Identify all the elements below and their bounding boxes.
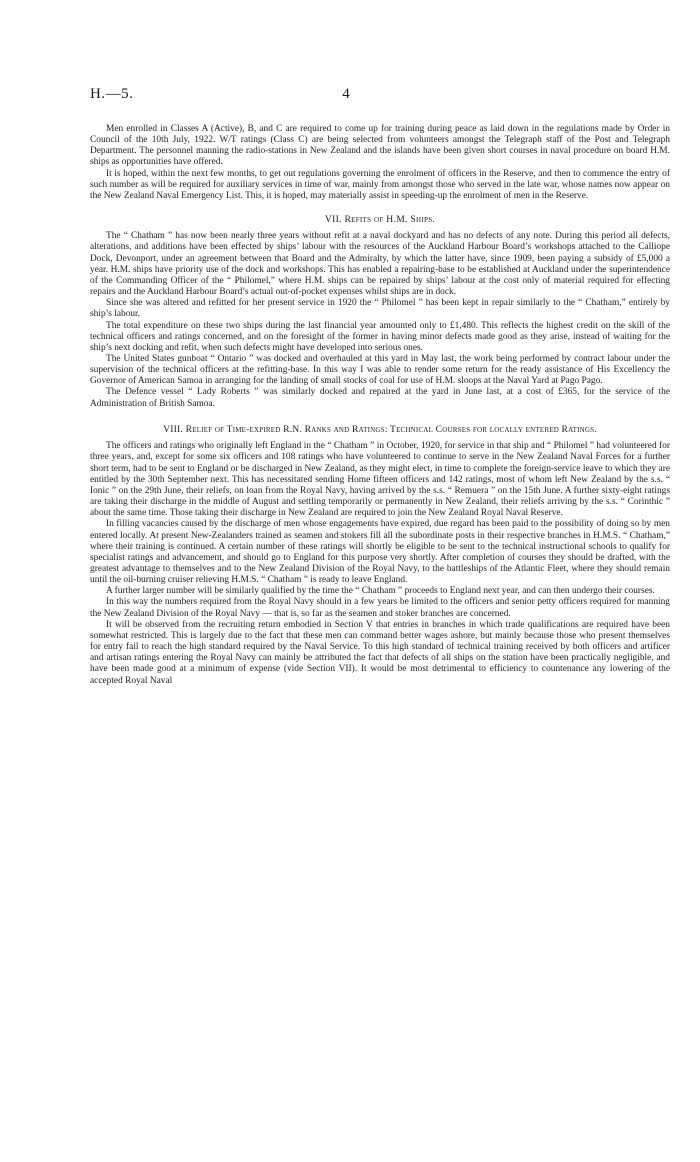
paragraph: Men enrolled in Classes A (Active), B, and C are required to come up for training during peace as laid down in the regulations made by Order in Council of the 10th July, 1922. W/T ratings (Class C) are being selected from volunteers amongst the Telegraph staff of the Post and Telegraph Department. The personnel manning the radio-stations in New Zealand and the islands have been given short courses in naval procedure on board H.M. ships as opportunities have offered. bbox=[90, 124, 670, 168]
paragraph: It is hoped, within the next few months, to get out regulations governing the enrolment of officers in the Reserve, and then to commence the entry of such number as will be required for auxiliary services in time of war, mainly from amongst those who served in the late war, whose names now appear on the New Zealand Naval Emergency List. This, it is hoped, may materially assist in speeding-up the enrolment of men in the Reserve. bbox=[90, 168, 670, 201]
section-heading: VII. Refits of H.M. Ships. bbox=[324, 214, 436, 226]
document-reference: H.—5. bbox=[90, 86, 134, 102]
paragraph: Since she was altered and refitted for her present service in 1920 the “ Philomel ” has been kept in repair similarly to the “ Chatham,” entirely by ship’s labour. bbox=[90, 298, 670, 320]
paragraph: In filling vacancies caused by the discharge of men whose engagements have expired, due regard has been paid to the possibility of doing so by men entered locally. At present New-Zealanders trained as seamen and stokers fill all the subordinate posts in their respective branches in H.M.S. “ Chatham,” where their training is continued. A certain number of these ratings will shortly be eligible to be sent to the technical instructional schools to qualify for specialist ratings and advancement, and should go to England for this purpose very shortly. After completion of courses they should be drafted, with the greatest advantage to themselves and to the New Zealand Division of the Royal Navy, to the battleships of the Atlantic Fleet, where they should remain until the oil-burning cruiser relieving H.M.S. “ Chatham ” is ready to leave England. bbox=[90, 519, 670, 586]
section-heading: VIII. Relief of Time-expired R.N. Ranks and Ratings: Technical Courses for locally entered Ratings. bbox=[163, 423, 597, 435]
page-header bbox=[90, 86, 602, 106]
paragraph: The “ Chatham ” has now been nearly three years without refit at a naval dockyard and has no defects of any note. During this period all defects, alterations, and additions have been effected by ships’ labour with the resources of the Auckland Harbour Board’s workshops attached to the Calliope Dock, Devonport, under an agreement between that Board and the Admiralty, by which the latter have, since 1909, been paying a subsidy of £5,000 a year. H.M. ships have priority use of the dock and workshops. This has enabled a repairing-base to be established at Auckland under the superintendence of the Commanding Officer of the “ Philomel,” where H.M. ships can be repaired by ships’ labour at the cost only of material required for effecting repairs and the Auckland Harbour Board’s actual out-of-pocket expenses whilst ships are in dock. bbox=[90, 231, 670, 298]
paragraph: It will be observed from the recruiting return embodied in Section V that entries in branches in which trade qualifications are required have been somewhat restricted. This is largely due to the fact that these men can command better wages ashore, but mainly because those who present themselves for entry fail to reach the high standard required by the Naval Service. To this high standard of technical training received by both officers and artificer and artisan ratings entering the Royal Navy can mainly be attributed the fact that defects of all ships on the station have been practically negligible, and have been made good at a minimum of expense (vide Section VII). It would be most detrimental to efficiency to countenance any lowering of the accepted Royal Naval bbox=[90, 619, 670, 686]
page-number: 4 bbox=[342, 86, 350, 102]
paragraph: The officers and ratings who originally left England in the “ Chatham ” in October, 1920, for service in that ship and “ Philomel ” had volunteered for three years, and, except for some six officers and 108 ratings who have volunteered to continue to serve in the New Zealand Naval Forces for a further short term, had to be sent to England or be discharged in New Zealand, as they might elect, in time to complete the foreign-service leave to which they are entitled by the 30th September next. This has necessitated sending Home fifteen officers and 142 ratings, most of whom left New Zealand by the s.s. “ Ionic ” on the 29th June, their reliefs, on loan from the Royal Navy, having arrived by the s.s. “ Remuera ” on the 15th June. A further sixty-eight ratings are taking their discharge in the middle of August and settling temporarily or permanently in New Zealand, their reliefs arriving by the s.s. “ Corinthic ” about the same time. Those taking their discharge in New Zealand are required to join the New Zealand Royal Naval Reserve. bbox=[90, 441, 670, 519]
paragraph: The Defence vessel “ Lady Roberts ” was similarly docked and repaired at the yard in June last, at a cost of £365, for the service of the Administration of British Samoa. bbox=[90, 387, 670, 409]
paragraph: The United States gunboat “ Ontario ” was docked and overhauled at this yard in May last, the work being performed by contract labour under the supervision of the technical officers at the refitting-base. In this way I was able to render some return for the ready assistance of His Excellency the Governor of American Samoa in arranging for the landing of small stocks of coal for use of H.M. sloops at the Naval Yard at Pago Pago. bbox=[90, 353, 670, 387]
paragraph: A further larger number will be similarly qualified by the time the “ Chatham ” proceeds to England next year, and can then undergo their courses. bbox=[106, 586, 655, 597]
paragraph: In this way the numbers required from the Royal Navy should in a few years be limited to the officers and senior petty officers required for manning the New Zealand Division of the Royal Navy — that is, so far as the seamen and stoker branches are concerned. bbox=[90, 597, 670, 619]
document-body bbox=[90, 124, 670, 687]
paragraph: The total expenditure on these two ships during the last financial year amounted only to £1,480. This reflects the highest credit on the skill of the technical officers and ratings concerned, and on the foresight of the former in having minor defects made good as they arise, instead of waiting for the ship’s next docking and refit, when such defects might have developed into serious ones. bbox=[90, 320, 670, 353]
